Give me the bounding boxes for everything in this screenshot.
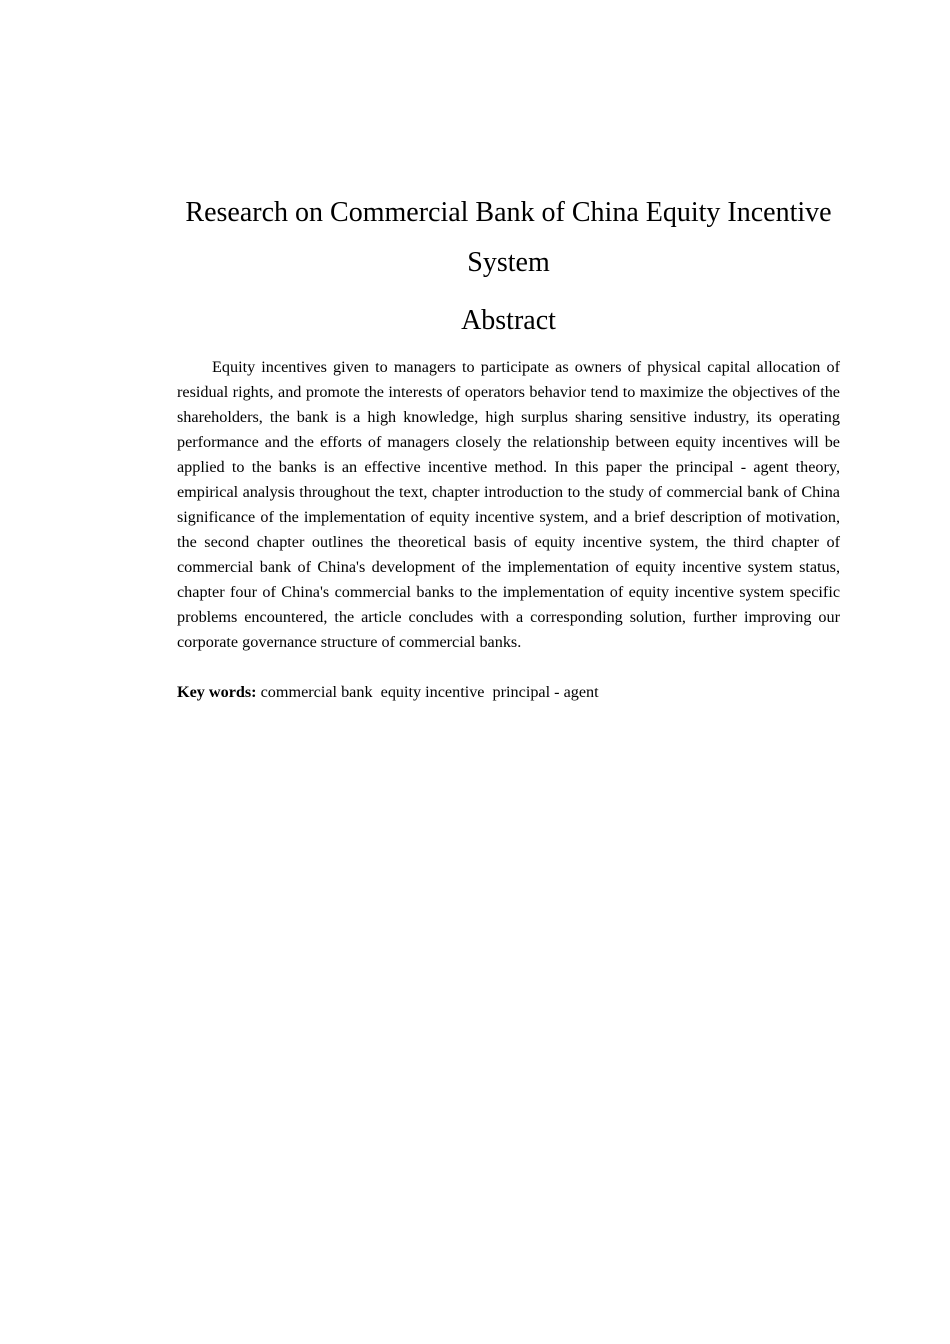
abstract-heading: Abstract [461, 305, 556, 336]
document-title: Research on Commercial Bank of China Equity Incentive System [185, 197, 832, 278]
abstract-paragraph: Equity incentives given to managers to participate as owners of physical capital allocation of residual rights, and promote the interests of operators behavior tend to maximize the objectives of the shareholders, the bank is a high knowledge, high surplus sharing sensitive industry, its operating performance and the efforts of managers closely the relationship between equity incentives will be applied to the banks is an effective incentive method. In this paper the principal - agent theory, empirical analysis throughout the text, chapter introduction to the study of commercial bank of China significance of the implementation of equity incentive system, and a brief description of motivation, the second chapter outlines the theoretical basis of equity incentive system, the third chapter of commercial bank of China's development of the implementation of equity incentive system status, chapter four of China's commercial banks to the implementation of equity incentive system specific problems encountered, the article concludes with a corresponding solution, further improving our corporate governance structure of commercial banks. [177, 358, 840, 651]
keywords-line [177, 680, 840, 705]
keywords-text: commercial bank equity incentive principal - agent [256, 683, 599, 701]
document-content [177, 188, 840, 705]
keywords-label: Key words: [177, 683, 257, 701]
